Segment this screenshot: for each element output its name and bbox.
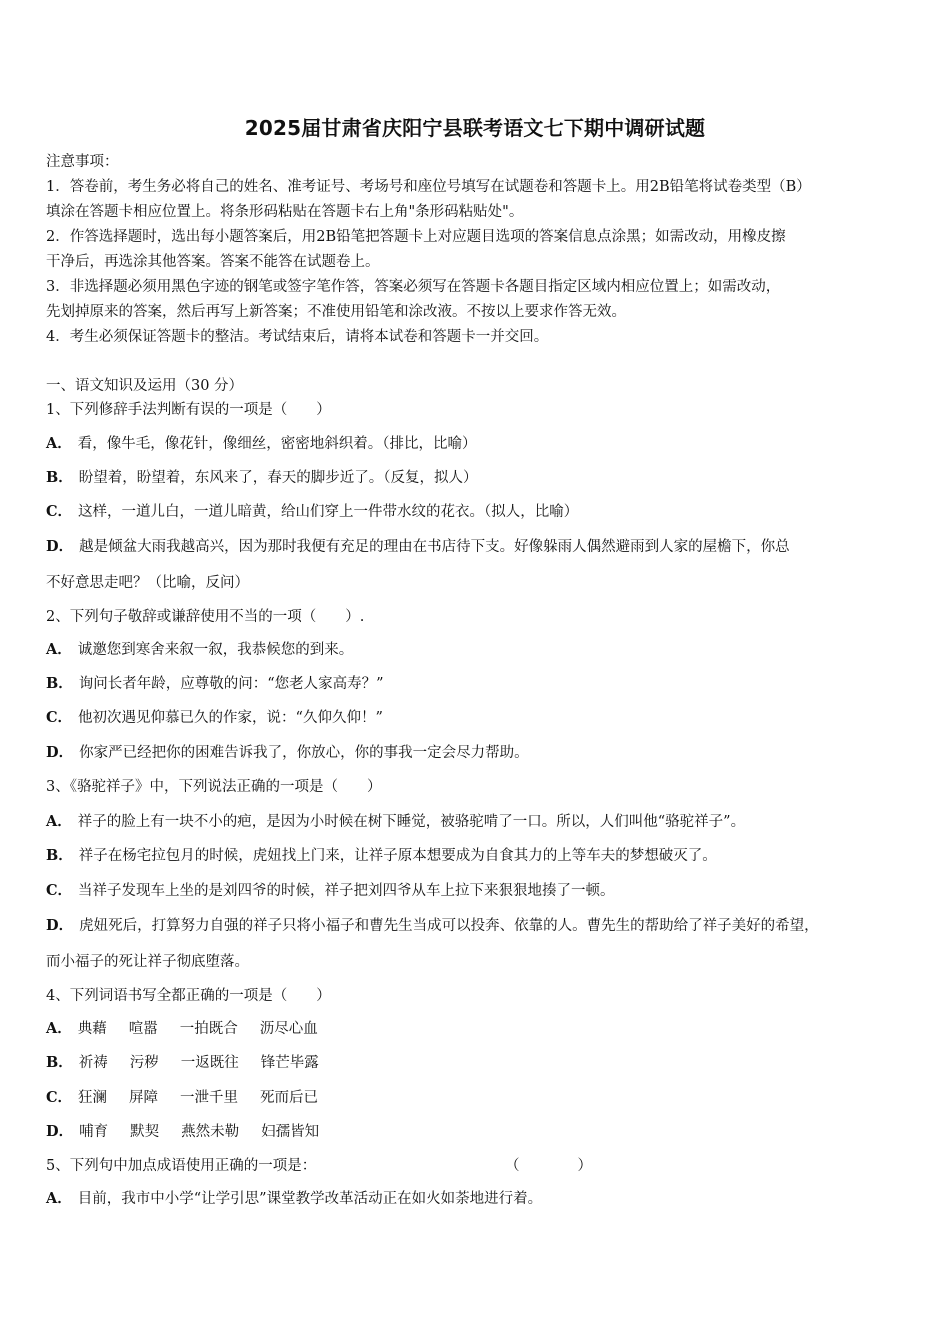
option-text: 盼望着，盼望着，东风来了，春天的脚步近了。（反复，拟人）	[78, 470, 478, 486]
question-5-option-a	[46, 1190, 542, 1208]
option-text: 目前，我市中小学“让学引思”课堂教学改革活动正在如火如荼地进行着。	[77, 1191, 543, 1207]
question-1-option-d	[46, 538, 790, 556]
question-5-answer-paren: （ ）	[505, 1158, 592, 1174]
question-3-option-d	[46, 917, 819, 935]
option-letter: A．	[46, 813, 72, 830]
question-2-option-a	[46, 641, 353, 659]
question-3-option-d-cont: 而小福子的死让祥子彻底堕落。	[46, 954, 249, 970]
option-text: 虎妞死后，打算努力自强的祥子只将小福子和曹先生当成可以投奔、依靠的人。曹先生的帮助给了祥子美好的希望，	[79, 918, 819, 934]
question-4-option-a	[46, 1020, 318, 1038]
option-text: 询问长者年龄，应尊敬的问：“您老人家高寿？”	[78, 676, 384, 692]
option-text: 看，像牛毛，像花针，像细丝，密密地斜织着。（排比，比喻）	[77, 436, 477, 452]
question-4-stem: 4、下列词语书写全都正确的一项是（ ）	[46, 988, 331, 1004]
word: 污秽	[129, 1055, 159, 1071]
option-text: 这样，一道儿白，一道儿暗黄，给山们穿上一件带水纹的花衣。（拟人，比喻）	[78, 504, 579, 520]
question-1-option-b	[46, 469, 478, 487]
question-4-option-b	[46, 1054, 319, 1072]
notice-heading: 注意事项：	[46, 154, 119, 170]
word: 默契	[130, 1124, 160, 1140]
option-text: 诚邀您到寒舍来叙一叙，我恭候您的到来。	[77, 642, 354, 658]
word: 典藉	[77, 1021, 107, 1037]
question-1-option-c	[46, 503, 578, 521]
question-3-option-b	[46, 847, 717, 865]
word: 沥尽心血	[259, 1021, 318, 1037]
word: 死而后已	[260, 1090, 319, 1106]
question-1-option-d-cont: 不好意思走吧？（比喻，反问）	[46, 575, 249, 591]
option-text: 祥子在杨宅拉包月的时候，虎妞找上门来，让祥子原本想要成为自食其力的上等车夫的梦想破灭了。	[78, 848, 717, 864]
option-text: 祥子的脸上有一块不小的疤，是因为小时候在树下睡觉，被骆驼啃了一口。所以，人们叫他“骆驼祥子”。	[77, 814, 746, 830]
word: 一拍既合	[179, 1021, 238, 1037]
notice-line: 1．答卷前，考生务必将自己的姓名、准考证号、考场号和座位号填写在试题卷和答题卡上。用2B铅笔将试卷类型（B）	[46, 179, 811, 195]
question-3-option-c	[46, 882, 615, 900]
question-3-option-a	[46, 813, 745, 831]
option-text: 越是倾盆大雨我越高兴，因为那时我便有充足的理由在书店待下支。好像躲雨人偶然避雨到人家的屋檐下，你总	[79, 539, 790, 555]
question-4-option-c	[46, 1089, 318, 1107]
notice-line: 3．非选择题必须用黑色字迹的钢笔或签字笔作答，答案必须写在答题卡各题目指定区域内相应位置上；如需改动，	[46, 279, 781, 295]
word: 喧嚣	[128, 1021, 158, 1037]
word: 锋芒毕露	[260, 1055, 319, 1071]
word: 祈祷	[78, 1055, 108, 1071]
notice-line: 干净后，再选涂其他答案。答案不能答在试题卷上。	[46, 254, 380, 270]
question-2-option-b	[46, 675, 384, 693]
option-letter: A．	[46, 1020, 72, 1037]
word: 一返既往	[180, 1055, 239, 1071]
question-1-stem: 1、下列修辞手法判断有误的一项是（ ）	[46, 402, 331, 418]
notice-line: 4．考生必须保证答题卡的整洁。考试结束后，请将本试卷和答题卡一并交回。	[46, 329, 549, 345]
option-letter: C．	[46, 503, 73, 520]
question-2-option-c	[46, 709, 383, 727]
option-letter: B．	[46, 675, 73, 692]
question-2-option-d	[46, 744, 529, 762]
word: 屏障	[129, 1090, 159, 1106]
option-letter: A．	[46, 435, 72, 452]
option-letter: D．	[46, 917, 74, 934]
option-letter: D．	[46, 538, 74, 555]
notice-line: 先划掉原来的答案，然后再写上新答案；不准使用铅笔和涂改液。不按以上要求作答无效。	[46, 304, 626, 320]
word: 燕然未勒	[181, 1124, 240, 1140]
option-letter: B．	[46, 847, 73, 864]
word: 狂澜	[78, 1090, 108, 1106]
question-3-stem: 3、《骆驼祥子》中，下列说法正确的一项是（ ）	[46, 779, 382, 795]
question-4-option-d	[46, 1123, 319, 1141]
notice-line: 填涂在答题卡相应位置上。将条形码粘贴在答题卡右上角"条形码粘贴处"。	[46, 204, 524, 220]
word: 妇孺皆知	[261, 1124, 320, 1140]
option-letter: D．	[46, 744, 74, 761]
option-letter: B．	[46, 1054, 73, 1071]
option-letter: D．	[46, 1123, 74, 1140]
page-title: 2025届甘肃省庆阳宁县联考语文七下期中调研试题	[244, 116, 706, 140]
word: 一泄千里	[180, 1090, 239, 1106]
notice-line: 2．作答选择题时，选出每小题答案后，用2B铅笔把答题卡上对应题目选项的答案信息点涂黑；如需改动，用橡皮擦	[46, 229, 786, 245]
word: 哺育	[79, 1124, 109, 1140]
option-letter: C．	[46, 1089, 73, 1106]
option-letter: C．	[46, 709, 73, 726]
option-text: 你家严已经把你的困难告诉我了，你放心，你的事我一定会尽力帮助。	[79, 745, 529, 761]
option-letter: B．	[46, 469, 73, 486]
option-letter: C．	[46, 882, 73, 899]
question-5-stem: 5、下列句中加点成语使用正确的一项是：	[46, 1158, 317, 1174]
section-heading: 一、语文知识及运用（30 分）	[46, 378, 244, 394]
option-text: 他初次遇见仰慕已久的作家，说：“久仰久仰！”	[78, 710, 383, 726]
option-letter: A．	[46, 1190, 72, 1207]
option-letter: A．	[46, 641, 72, 658]
question-2-stem: 2、下列句子敬辞或谦辞使用不当的一项（ ）.	[46, 609, 365, 625]
option-text: 当祥子发现车上坐的是刘四爷的时候，祥子把刘四爷从车上拉下来狠狠地揍了一顿。	[78, 883, 615, 899]
question-1-option-a	[46, 435, 477, 453]
